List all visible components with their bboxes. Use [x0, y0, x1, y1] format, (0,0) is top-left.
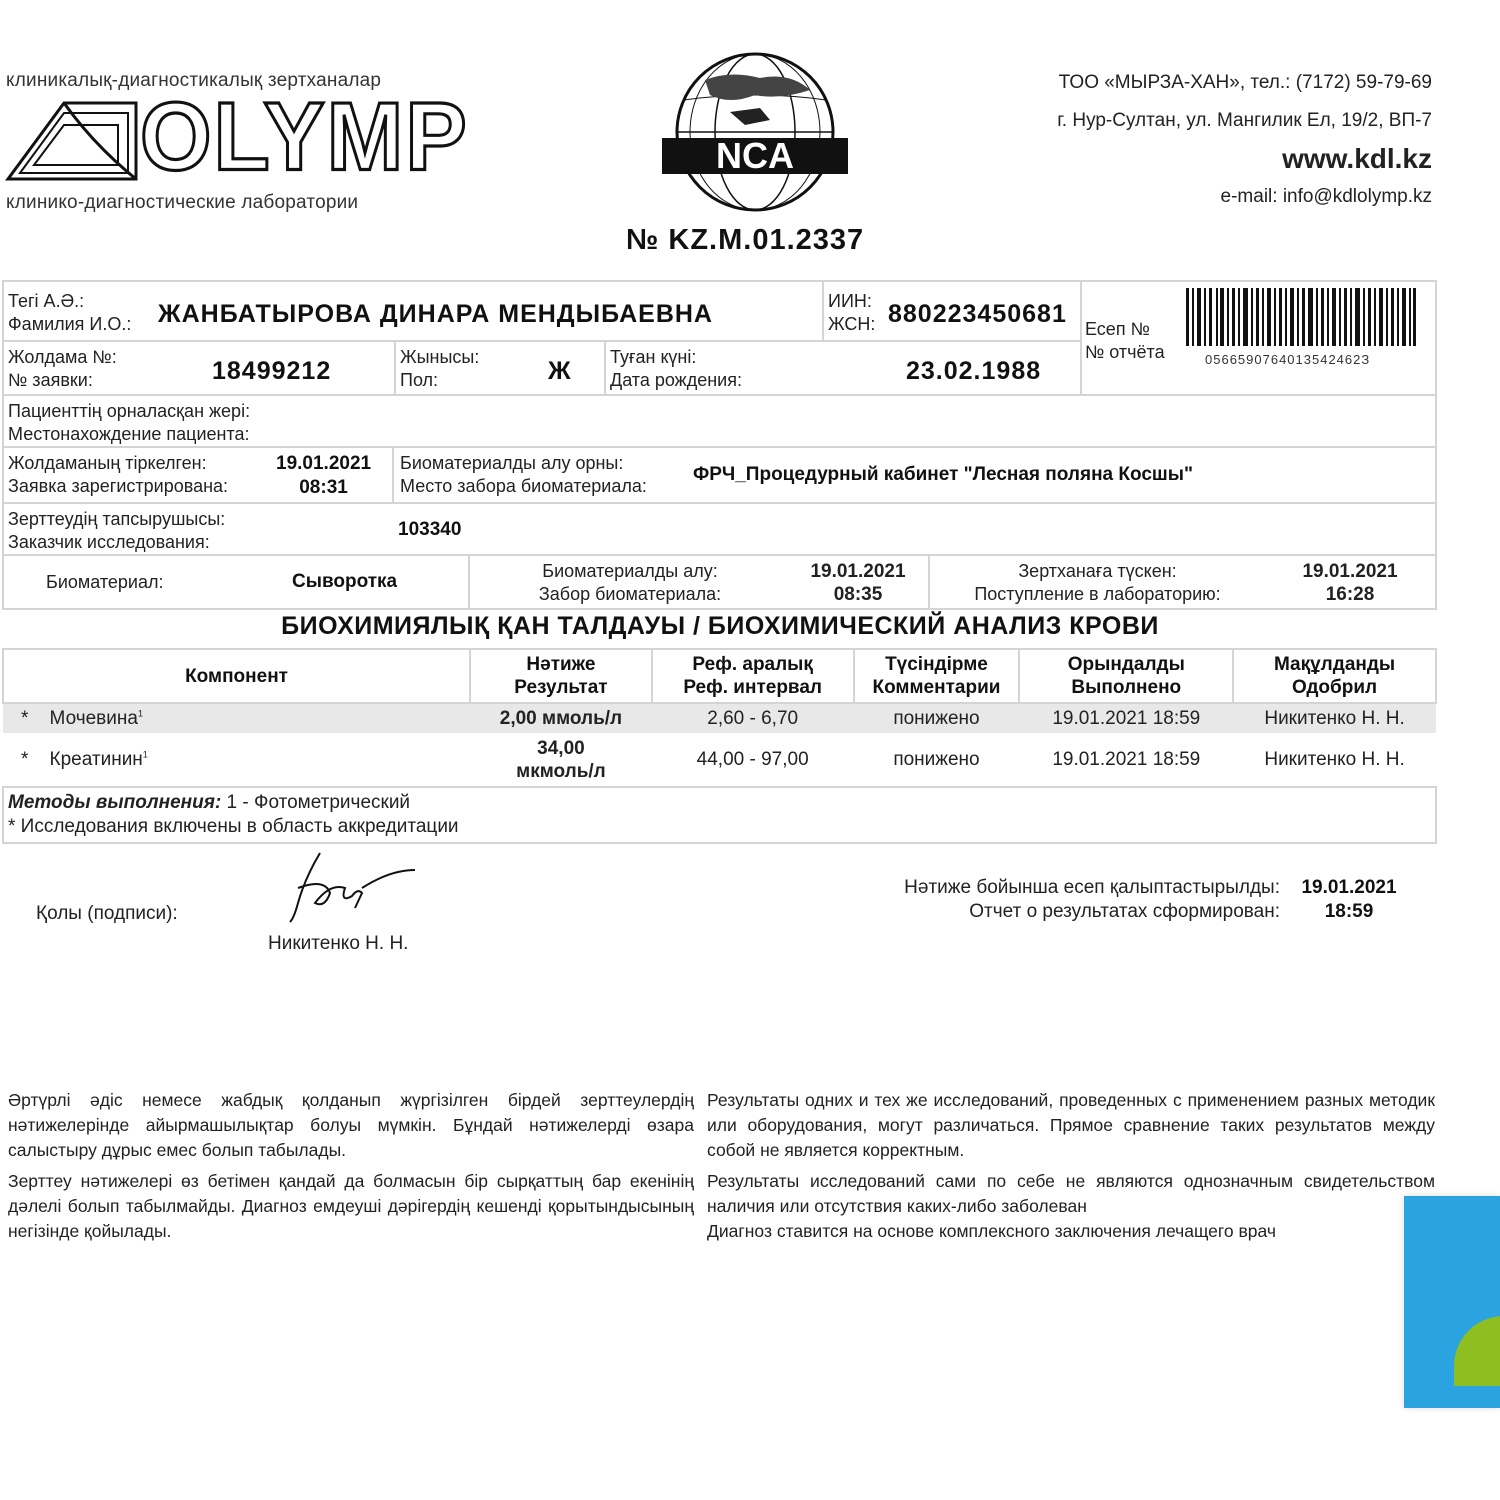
comment-cell: понижено: [893, 749, 980, 770]
methods-text: Методы выполнения: 1 - Фотометрический * Исследования включены в область аккредитации: [8, 792, 459, 837]
patient-name: ЖАНБАТЫРОВА ДИНАРА МЕНДЫБАЕВНА: [158, 300, 713, 328]
signer-name: Никитенко Н. Н.: [268, 933, 409, 954]
col-result: Нәтиже Результат: [470, 649, 652, 703]
component-cell: * Мочевина$^1$: [3, 703, 470, 733]
company-website-link[interactable]: www.kdl.kz: [1282, 143, 1432, 174]
order-number: 18499212: [212, 357, 332, 385]
approved-cell: Никитенко Н. Н.: [1264, 749, 1405, 770]
signature-label: Қолы (подписи):: [36, 903, 178, 924]
table-row: [3, 733, 1436, 787]
received-label: Зертханаға түскен: Поступление в лабораторию:: [974, 561, 1221, 604]
olymp-logo-wordmark: OLYMP: [140, 83, 469, 191]
logo-tagline-ru: клинико-диагностические лаборатории: [6, 192, 359, 213]
biomaterial-value: Сыворотка: [292, 571, 398, 592]
company-info: [952, 64, 1432, 216]
report-formed-label: Нәтиже бойынша есеп қалыптастырылды: Отчет о результатах сформирован:: [904, 877, 1280, 922]
col-reference: Реф. аралық Реф. интервал: [652, 649, 854, 703]
overlay-green-shape: [1454, 1316, 1500, 1386]
order-label: Жолдама №: № заявки:: [8, 347, 117, 390]
result-cell: 2,00 ммоль/л: [470, 703, 652, 733]
reference-cell: 2,60 - 6,70: [652, 703, 854, 733]
iin-label: ИИН: ЖСН:: [828, 291, 876, 334]
overlay-app-window[interactable]: [1404, 1196, 1500, 1408]
patient-name-label: Тегі А.Ә.: Фамилия И.О.:: [8, 291, 132, 334]
report-formed-datetime: 19.01.2021 18:59: [1301, 877, 1397, 922]
olymp-logo-icon: [4, 95, 139, 187]
nca-globe-emblem-icon: [660, 50, 850, 215]
results-table: [2, 648, 1437, 787]
dob-label: Туған күні: Дата рождения:: [610, 347, 742, 390]
table-row: [3, 703, 1436, 733]
collection-time-label: Биоматериалды алу: Забор биоматериала:: [538, 561, 722, 604]
received-datetime: 19.01.2021 16:28: [1302, 561, 1398, 605]
sex-value: Ж: [548, 357, 572, 385]
analysis-title: БИОХИМИЯЛЫҚ ҚАН ТАЛДАУЫ / БИОХИМИЧЕСКИЙ АНАЛИЗ КРОВИ: [281, 612, 1159, 640]
collection-place-value: ФРЧ_Процедурный кабинет "Лесная поляна Косшы": [693, 464, 1193, 485]
company-email-link[interactable]: e-mail: info@kdlolymp.kz: [1220, 186, 1432, 207]
done-cell: 19.01.2021 18:59: [1052, 749, 1201, 770]
collection-datetime: 19.01.2021 08:35: [810, 561, 906, 605]
dob-value: 23.02.1988: [906, 357, 1042, 385]
sex-label: Жынысы: Пол:: [400, 347, 480, 390]
approved-cell: Никитенко Н. Н.: [1233, 703, 1436, 733]
barcode-number: 0566590764013542462З: [1205, 352, 1371, 367]
report-number-label: Есеп № № отчёта: [1085, 319, 1165, 362]
done-cell: 19.01.2021 18:59: [1019, 703, 1233, 733]
barcode-icon: [1186, 288, 1416, 346]
result-cell: 34,00 мкмоль/л: [516, 738, 606, 782]
logo-tagline-kz: клиникалық-диагностикалық зертханалар: [6, 70, 382, 91]
col-done: Орындалды Выполнено: [1019, 649, 1233, 703]
company-address: г. Нур-Султан, ул. Мангилик Ел, 19/2, ВП-7: [1057, 110, 1432, 131]
accreditation-number: № KZ.M.01.2337: [626, 224, 865, 256]
col-comment: Түсіндірме Комментарии: [854, 649, 1020, 703]
disclaimer-ru: Результаты одних и тех же исследований, проведенных с применением разных методик или оборудования, могут различаться. Прямое сравнение таких результатов между собой не является корректным. Результаты исследований сами по себе не являются однозначным свидетельством наличия или отсутствия каких-либо заболеван Диагноз ставится на основе комплексного заключения лечащего врач: [707, 1090, 1435, 1241]
nca-emblem-text: NCA: [716, 135, 794, 176]
col-approved: Мақұлданды Одобрил: [1233, 649, 1436, 703]
handwritten-signature: [270, 848, 420, 928]
accreditation-note: * Исследования включены в область аккредитации: [8, 816, 459, 837]
customer-label: Зерттеудің тапсырушысы: Заказчик исследования:: [8, 509, 226, 552]
company-contacts: ТОО «МЫРЗА-ХАН», тел.: (7172) 59-79-69: [1058, 72, 1432, 93]
collection-place-label: Биоматериалды алу орны: Место забора биоматериала:: [400, 453, 647, 496]
location-label: Пациенттің орналасқан жері: Местонахождение пациента:: [8, 401, 251, 444]
results-header-row: [3, 649, 1436, 703]
disclaimer-kz: Әртүрлі әдіс немесе жабдық қолданып жүргізілген бірдей зерттеулердің нәтижелерінде айырмашылықтар болуы мүмкін. Бұндай нәтижелерді өзара салыстыру дұрыс емес болып табылады. Зерттеу нәтижелері өз бетімен қандай да болмасын бір сырқаттың бар екенінің дәлелі болып табылмайды. Диагноз емдеуші дәрігердің кешенді қорытындысының негізінде қойылады.: [8, 1090, 694, 1241]
comment-cell: понижено: [854, 703, 1020, 733]
registration-label: Жолдаманың тіркелген: Заявка зарегистрирована:: [8, 453, 229, 496]
customer-value: 103340: [398, 519, 462, 540]
iin-value: 880223450681: [888, 300, 1067, 328]
biomaterial-label: Биоматериал:: [46, 572, 164, 592]
component-cell: * Креатинин$^1$: [21, 749, 148, 770]
registration-datetime: 19.01.2021 08:31: [276, 453, 372, 498]
col-component: Компонент: [3, 649, 470, 703]
reference-cell: 44,00 - 97,00: [696, 749, 809, 770]
